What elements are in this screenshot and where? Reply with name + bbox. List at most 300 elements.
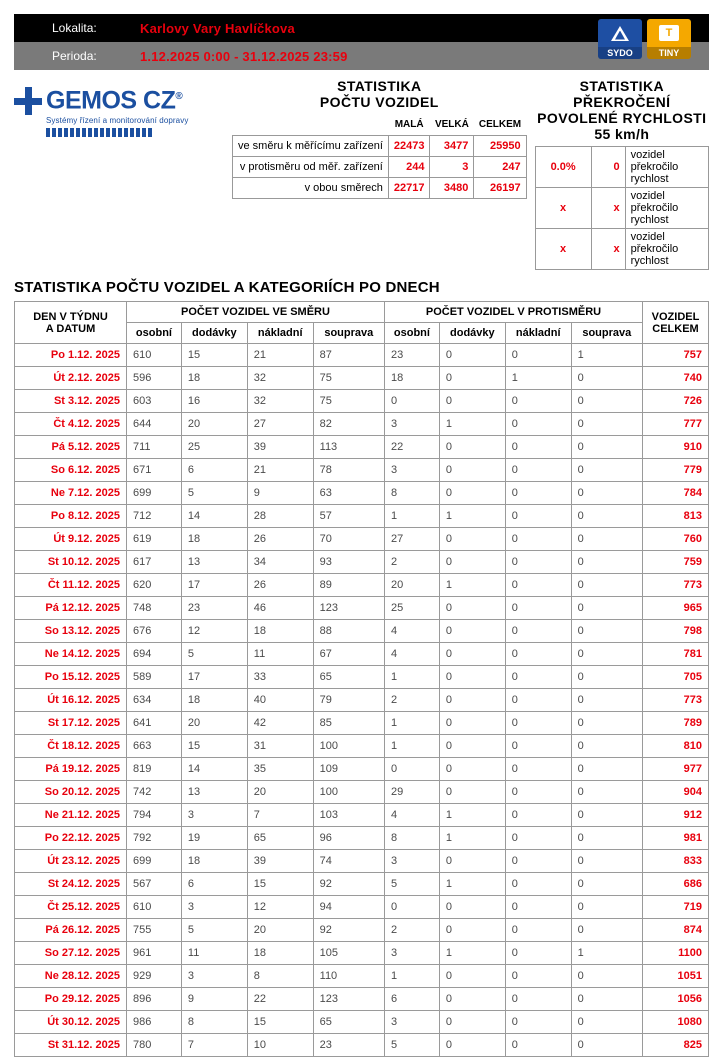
row-value-1: 9 (181, 988, 247, 1011)
row-total: 740 (643, 367, 709, 390)
row-value-7: 0 (571, 896, 642, 919)
count-row-big: 3477 (430, 135, 474, 156)
row-value-2: 8 (247, 965, 313, 988)
row-value-5: 0 (439, 1011, 505, 1034)
row-value-5: 0 (439, 1034, 505, 1057)
count-table (232, 114, 527, 199)
row-value-6: 0 (505, 919, 571, 942)
row-value-6: 0 (505, 873, 571, 896)
row-value-6: 0 (505, 758, 571, 781)
table-row (15, 344, 709, 367)
row-value-7: 0 (571, 620, 642, 643)
row-day-date: Ne 14.12. 2025 (15, 643, 127, 666)
table-row (15, 413, 709, 436)
row-value-2: 10 (247, 1034, 313, 1057)
table-row (15, 574, 709, 597)
row-value-1: 8 (181, 1011, 247, 1034)
row-value-2: 9 (247, 482, 313, 505)
row-value-7: 0 (571, 804, 642, 827)
row-value-7: 0 (571, 873, 642, 896)
table-row (15, 689, 709, 712)
row-total: 904 (643, 781, 709, 804)
row-value-1: 18 (181, 689, 247, 712)
count-row-total: 25950 (474, 135, 526, 156)
row-value-5: 0 (439, 597, 505, 620)
row-value-3: 75 (313, 390, 384, 413)
row-value-2: 18 (247, 620, 313, 643)
row-value-2: 21 (247, 344, 313, 367)
count-row (233, 135, 527, 156)
row-value-5: 0 (439, 459, 505, 482)
row-value-2: 15 (247, 1011, 313, 1034)
row-day-date: Út 16.12. 2025 (15, 689, 127, 712)
row-value-6: 0 (505, 390, 571, 413)
row-value-1: 23 (181, 597, 247, 620)
row-value-7: 0 (571, 597, 642, 620)
table-head (15, 302, 709, 344)
sydo-logo-icon (598, 19, 642, 59)
speed-title-line2: POVOLENÉ RYCHLOSTI (537, 110, 707, 126)
row-value-2: 39 (247, 436, 313, 459)
row-value-2: 15 (247, 873, 313, 896)
row-value-6: 0 (505, 413, 571, 436)
row-day-date: Po 8.12. 2025 (15, 505, 127, 528)
row-value-2: 46 (247, 597, 313, 620)
row-value-1: 5 (181, 919, 247, 942)
brand-bars-decoration (46, 128, 232, 137)
row-total: 833 (643, 850, 709, 873)
row-value-4: 4 (384, 620, 439, 643)
row-value-7: 0 (571, 643, 642, 666)
table-row (15, 620, 709, 643)
row-value-6: 0 (505, 804, 571, 827)
count-row-total: 247 (474, 156, 526, 177)
col-dir-trailer: souprava (313, 323, 384, 344)
row-value-7: 0 (571, 413, 642, 436)
row-value-6: 0 (505, 574, 571, 597)
row-value-3: 23 (313, 1034, 384, 1057)
row-value-0: 603 (127, 390, 182, 413)
row-value-7: 0 (571, 666, 642, 689)
count-row-label: v obou směrech (233, 177, 389, 198)
col-dir-van: dodávky (181, 323, 247, 344)
row-day-date: Út 2.12. 2025 (15, 367, 127, 390)
row-day-date: Po 1.12. 2025 (15, 344, 127, 367)
row-value-4: 3 (384, 942, 439, 965)
row-value-1: 3 (181, 804, 247, 827)
row-day-date: St 3.12. 2025 (15, 390, 127, 413)
table-row (15, 390, 709, 413)
report-header (14, 14, 709, 70)
row-total: 773 (643, 689, 709, 712)
row-value-2: 65 (247, 827, 313, 850)
row-value-2: 27 (247, 413, 313, 436)
row-value-3: 93 (313, 551, 384, 574)
row-value-4: 5 (384, 873, 439, 896)
row-total: 781 (643, 643, 709, 666)
row-total: 773 (643, 574, 709, 597)
row-total: 784 (643, 482, 709, 505)
row-day-date: Pá 19.12. 2025 (15, 758, 127, 781)
row-value-7: 0 (571, 551, 642, 574)
row-day-date: Po 22.12. 2025 (15, 827, 127, 850)
row-value-1: 11 (181, 942, 247, 965)
row-day-date: Pá 26.12. 2025 (15, 919, 127, 942)
row-value-0: 619 (127, 528, 182, 551)
row-value-6: 1 (505, 367, 571, 390)
row-value-3: 82 (313, 413, 384, 436)
row-value-7: 0 (571, 1011, 642, 1034)
row-value-0: 641 (127, 712, 182, 735)
row-value-2: 18 (247, 942, 313, 965)
count-row-total: 26197 (474, 177, 526, 198)
row-value-7: 0 (571, 505, 642, 528)
row-value-3: 110 (313, 965, 384, 988)
row-value-6: 0 (505, 896, 571, 919)
row-value-5: 0 (439, 689, 505, 712)
row-value-4: 1 (384, 666, 439, 689)
row-value-4: 3 (384, 459, 439, 482)
row-value-2: 12 (247, 896, 313, 919)
row-value-0: 699 (127, 850, 182, 873)
row-value-5: 0 (439, 528, 505, 551)
row-value-0: 794 (127, 804, 182, 827)
row-value-3: 79 (313, 689, 384, 712)
speed-row-text: vozidel překročilo rychlost (625, 188, 708, 229)
col-group-direction: POČET VOZIDEL VE SMĚRU (127, 302, 385, 323)
row-value-2: 34 (247, 551, 313, 574)
row-total: 813 (643, 505, 709, 528)
count-row-big: 3 (430, 156, 474, 177)
row-value-2: 33 (247, 666, 313, 689)
row-day-date: Út 9.12. 2025 (15, 528, 127, 551)
table-row (15, 781, 709, 804)
col-total: VOZIDEL CELKEM (643, 302, 709, 344)
table-row (15, 873, 709, 896)
row-total: 874 (643, 919, 709, 942)
count-title-line1: STATISTIKA (337, 78, 422, 94)
row-value-3: 92 (313, 919, 384, 942)
row-value-1: 16 (181, 390, 247, 413)
row-value-5: 0 (439, 758, 505, 781)
row-value-4: 0 (384, 758, 439, 781)
row-total: 779 (643, 459, 709, 482)
table-row (15, 505, 709, 528)
row-value-3: 65 (313, 666, 384, 689)
count-row-small: 22473 (388, 135, 430, 156)
count-col-empty (233, 114, 389, 135)
sydo-logo-label: SYDO (598, 47, 642, 59)
row-value-3: 103 (313, 804, 384, 827)
row-value-4: 1 (384, 712, 439, 735)
row-value-7: 0 (571, 390, 642, 413)
row-value-6: 0 (505, 1011, 571, 1034)
row-total: 912 (643, 804, 709, 827)
count-title-line2: POČTU VOZIDEL (319, 94, 439, 110)
row-value-0: 610 (127, 896, 182, 919)
row-value-6: 0 (505, 643, 571, 666)
row-total: 686 (643, 873, 709, 896)
row-value-3: 89 (313, 574, 384, 597)
row-value-7: 0 (571, 758, 642, 781)
row-day-date: St 10.12. 2025 (15, 551, 127, 574)
col-dir-truck: nákladní (247, 323, 313, 344)
row-value-2: 39 (247, 850, 313, 873)
summary-section (14, 78, 709, 270)
table-row (15, 597, 709, 620)
col-opp-van: dodávky (439, 323, 505, 344)
row-value-5: 0 (439, 781, 505, 804)
row-day-date: Po 29.12. 2025 (15, 988, 127, 1011)
row-value-0: 699 (127, 482, 182, 505)
row-value-3: 87 (313, 344, 384, 367)
speed-limit-value: 55 km/h (594, 126, 650, 142)
row-value-3: 105 (313, 942, 384, 965)
row-total: 965 (643, 597, 709, 620)
row-day-date: So 20.12. 2025 (15, 781, 127, 804)
row-value-2: 26 (247, 574, 313, 597)
row-value-1: 6 (181, 459, 247, 482)
row-value-7: 0 (571, 1034, 642, 1057)
row-value-7: 0 (571, 827, 642, 850)
row-value-0: 755 (127, 919, 182, 942)
row-value-6: 0 (505, 528, 571, 551)
row-value-6: 0 (505, 344, 571, 367)
speed-row-text: vozidel překročilo rychlost (625, 229, 708, 270)
row-value-2: 31 (247, 735, 313, 758)
row-value-6: 0 (505, 1034, 571, 1057)
row-value-2: 26 (247, 528, 313, 551)
row-total: 977 (643, 758, 709, 781)
row-value-6: 0 (505, 436, 571, 459)
row-total: 789 (643, 712, 709, 735)
row-value-4: 1 (384, 505, 439, 528)
row-value-4: 29 (384, 781, 439, 804)
row-value-0: 742 (127, 781, 182, 804)
row-value-5: 1 (439, 574, 505, 597)
row-value-6: 0 (505, 597, 571, 620)
row-total: 825 (643, 1034, 709, 1057)
row-value-6: 0 (505, 850, 571, 873)
table-body (15, 344, 709, 1057)
count-row-small: 22717 (388, 177, 430, 198)
row-value-1: 14 (181, 505, 247, 528)
row-value-3: 67 (313, 643, 384, 666)
row-value-7: 0 (571, 367, 642, 390)
row-value-0: 617 (127, 551, 182, 574)
row-value-0: 780 (127, 1034, 182, 1057)
row-value-5: 0 (439, 436, 505, 459)
speed-title-line1: STATISTIKA PŘEKROČENÍ (573, 78, 671, 110)
row-value-0: 748 (127, 597, 182, 620)
row-value-7: 0 (571, 482, 642, 505)
row-value-0: 896 (127, 988, 182, 1011)
row-day-date: Ne 21.12. 2025 (15, 804, 127, 827)
row-value-6: 0 (505, 781, 571, 804)
row-day-date: Po 15.12. 2025 (15, 666, 127, 689)
row-value-1: 5 (181, 643, 247, 666)
speed-row-count: x (591, 188, 625, 229)
row-value-2: 11 (247, 643, 313, 666)
row-value-4: 20 (384, 574, 439, 597)
row-value-1: 20 (181, 712, 247, 735)
row-value-2: 32 (247, 390, 313, 413)
row-value-1: 17 (181, 666, 247, 689)
row-value-5: 1 (439, 413, 505, 436)
locality-label: Lokalita: (52, 21, 97, 35)
row-value-7: 0 (571, 781, 642, 804)
row-total: 798 (643, 620, 709, 643)
row-value-7: 0 (571, 712, 642, 735)
row-value-1: 18 (181, 850, 247, 873)
table-row (15, 459, 709, 482)
row-value-2: 28 (247, 505, 313, 528)
table-row (15, 965, 709, 988)
row-day-date: Čt 25.12. 2025 (15, 896, 127, 919)
row-value-4: 25 (384, 597, 439, 620)
gemos-brand (14, 78, 232, 270)
row-value-5: 0 (439, 643, 505, 666)
row-total: 760 (643, 528, 709, 551)
row-value-3: 109 (313, 758, 384, 781)
row-value-3: 63 (313, 482, 384, 505)
row-value-1: 15 (181, 344, 247, 367)
row-value-0: 589 (127, 666, 182, 689)
table-row (15, 528, 709, 551)
row-value-5: 0 (439, 482, 505, 505)
row-total: 810 (643, 735, 709, 758)
row-value-5: 0 (439, 850, 505, 873)
row-value-7: 0 (571, 919, 642, 942)
speed-row (535, 147, 708, 188)
row-value-5: 1 (439, 505, 505, 528)
row-value-3: 78 (313, 459, 384, 482)
table-row (15, 919, 709, 942)
row-value-3: 65 (313, 1011, 384, 1034)
row-value-0: 634 (127, 689, 182, 712)
row-value-3: 57 (313, 505, 384, 528)
row-value-1: 18 (181, 528, 247, 551)
row-value-5: 1 (439, 942, 505, 965)
row-total: 757 (643, 344, 709, 367)
col-day-date: DEN V TÝDNU A DATUM (15, 302, 127, 344)
row-value-4: 8 (384, 827, 439, 850)
row-day-date: St 17.12. 2025 (15, 712, 127, 735)
table-row (15, 896, 709, 919)
row-value-6: 0 (505, 965, 571, 988)
row-value-0: 712 (127, 505, 182, 528)
daily-statistics-table (14, 301, 709, 1057)
row-value-6: 0 (505, 620, 571, 643)
row-value-1: 5 (181, 482, 247, 505)
row-total: 1100 (643, 942, 709, 965)
row-value-0: 819 (127, 758, 182, 781)
row-value-4: 3 (384, 413, 439, 436)
row-total: 1080 (643, 1011, 709, 1034)
row-value-3: 74 (313, 850, 384, 873)
table-row (15, 712, 709, 735)
row-value-5: 0 (439, 344, 505, 367)
row-total: 1051 (643, 965, 709, 988)
row-value-7: 1 (571, 942, 642, 965)
row-value-0: 961 (127, 942, 182, 965)
row-value-4: 18 (384, 367, 439, 390)
row-value-2: 22 (247, 988, 313, 1011)
row-value-0: 663 (127, 735, 182, 758)
row-value-4: 0 (384, 390, 439, 413)
speed-row-pct: x (535, 229, 591, 270)
row-value-2: 20 (247, 919, 313, 942)
vehicle-count-stats (232, 78, 535, 270)
table-row (15, 1011, 709, 1034)
count-col-small: MALÁ (394, 119, 424, 131)
row-day-date: Čt 4.12. 2025 (15, 413, 127, 436)
row-value-3: 85 (313, 712, 384, 735)
row-value-5: 0 (439, 367, 505, 390)
table-row (15, 942, 709, 965)
row-value-1: 7 (181, 1034, 247, 1057)
count-col-big: VELKÁ (434, 119, 469, 131)
row-value-7: 0 (571, 850, 642, 873)
table-row (15, 643, 709, 666)
row-value-0: 644 (127, 413, 182, 436)
table-row (15, 758, 709, 781)
table-row (15, 436, 709, 459)
row-value-6: 0 (505, 735, 571, 758)
row-value-4: 1 (384, 965, 439, 988)
row-value-0: 596 (127, 367, 182, 390)
count-row (233, 156, 527, 177)
row-value-5: 0 (439, 712, 505, 735)
count-row (233, 177, 527, 198)
row-value-1: 12 (181, 620, 247, 643)
count-row-small: 244 (388, 156, 430, 177)
row-value-4: 5 (384, 1034, 439, 1057)
table-row (15, 666, 709, 689)
row-value-4: 27 (384, 528, 439, 551)
row-value-1: 13 (181, 551, 247, 574)
row-value-2: 32 (247, 367, 313, 390)
col-opp-truck: nákladní (505, 323, 571, 344)
row-value-7: 0 (571, 574, 642, 597)
row-value-2: 35 (247, 758, 313, 781)
row-day-date: So 13.12. 2025 (15, 620, 127, 643)
speed-violation-stats (535, 78, 709, 270)
row-total: 777 (643, 413, 709, 436)
table-row (15, 988, 709, 1011)
row-value-5: 0 (439, 666, 505, 689)
speed-row-count: x (591, 229, 625, 270)
row-value-7: 0 (571, 459, 642, 482)
col-dir-car: osobní (127, 323, 182, 344)
row-value-1: 25 (181, 436, 247, 459)
count-row-big: 3480 (430, 177, 474, 198)
row-value-7: 0 (571, 528, 642, 551)
row-value-0: 694 (127, 643, 182, 666)
row-value-4: 3 (384, 1011, 439, 1034)
speed-table (535, 146, 709, 270)
tiny-logo-label: TINY (647, 47, 691, 59)
row-value-5: 0 (439, 620, 505, 643)
row-value-1: 17 (181, 574, 247, 597)
row-value-3: 100 (313, 781, 384, 804)
period-label: Perioda: (52, 49, 97, 63)
row-total: 1056 (643, 988, 709, 1011)
row-value-2: 20 (247, 781, 313, 804)
table-row (15, 482, 709, 505)
row-total: 719 (643, 896, 709, 919)
row-value-1: 20 (181, 413, 247, 436)
